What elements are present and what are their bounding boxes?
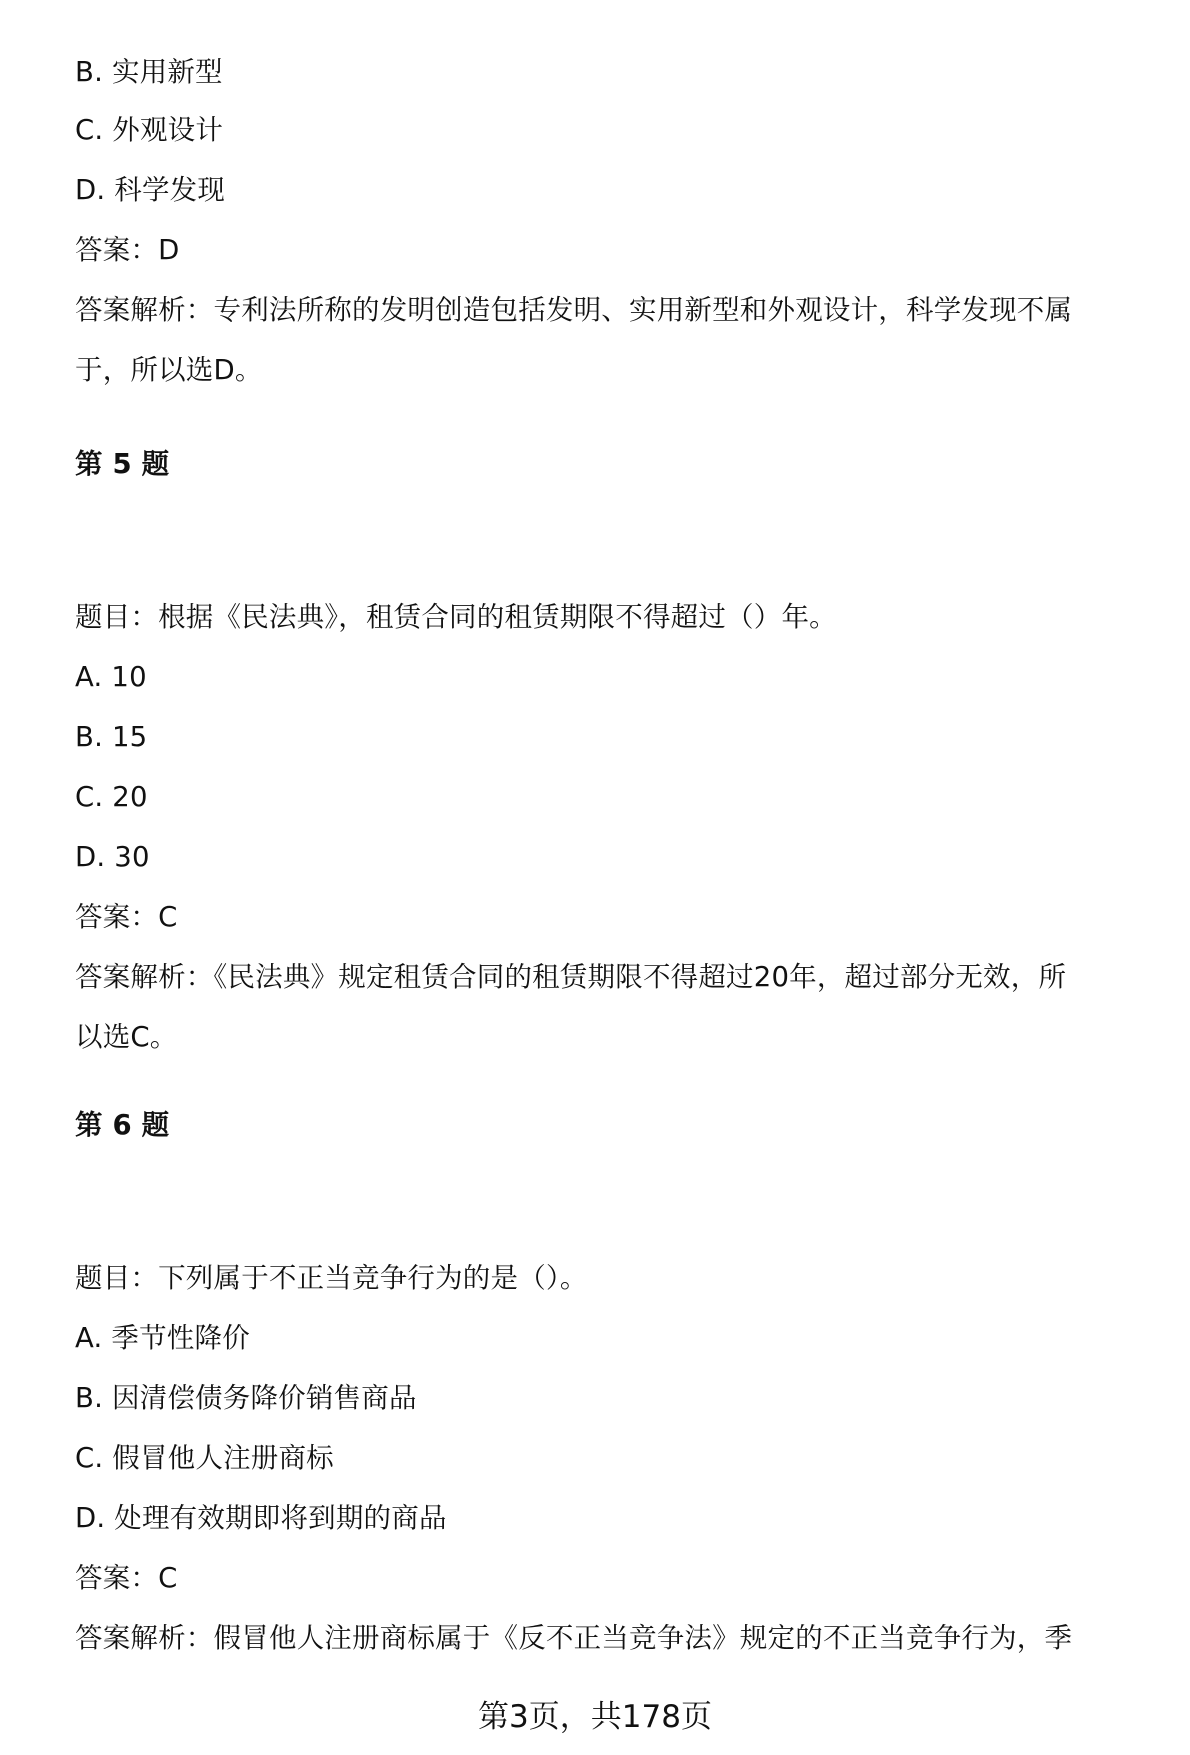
option-a: A. 10 [75, 661, 147, 693]
explanation-line: 答案解析：假冒他人注册商标属于《反不正当竞争法》规定的不正当竞争行为，季 [75, 1622, 1073, 1654]
question-stem: 题目：根据《民法典》，租赁合同的租赁期限不得超过（）年。 [75, 601, 837, 633]
answer: 答案：C [75, 1562, 178, 1594]
question-heading: 第 5 题 [75, 448, 170, 480]
option-c: C. 20 [75, 781, 148, 813]
explanation-line: 于，所以选D。 [75, 354, 263, 386]
option-d: D. 处理有效期即将到期的商品 [75, 1502, 447, 1534]
option-b: B. 实用新型 [75, 56, 223, 88]
explanation-line: 答案解析：《民法典》规定租赁合同的租赁期限不得超过20年，超过部分无效，所 [75, 961, 1067, 993]
option-c: C. 外观设计 [75, 114, 224, 146]
option-b: B. 15 [75, 721, 148, 753]
answer: 答案：C [75, 901, 178, 933]
explanation-line: 答案解析：专利法所称的发明创造包括发明、实用新型和外观设计，科学发现不属 [75, 294, 1073, 326]
option-d: D. 30 [75, 841, 150, 873]
question-stem: 题目：下列属于不正当竞争行为的是（）。 [75, 1262, 588, 1294]
answer: 答案：D [75, 234, 180, 266]
option-c: C. 假冒他人注册商标 [75, 1442, 334, 1474]
option-b: B. 因清偿债务降价销售商品 [75, 1382, 417, 1414]
option-a: A. 季节性降价 [75, 1322, 250, 1354]
explanation-line: 以选C。 [75, 1021, 178, 1053]
option-d: D. 科学发现 [75, 174, 226, 206]
question-heading: 第 6 题 [75, 1109, 170, 1141]
page-number: 第3页，共178页 [478, 1699, 712, 1735]
